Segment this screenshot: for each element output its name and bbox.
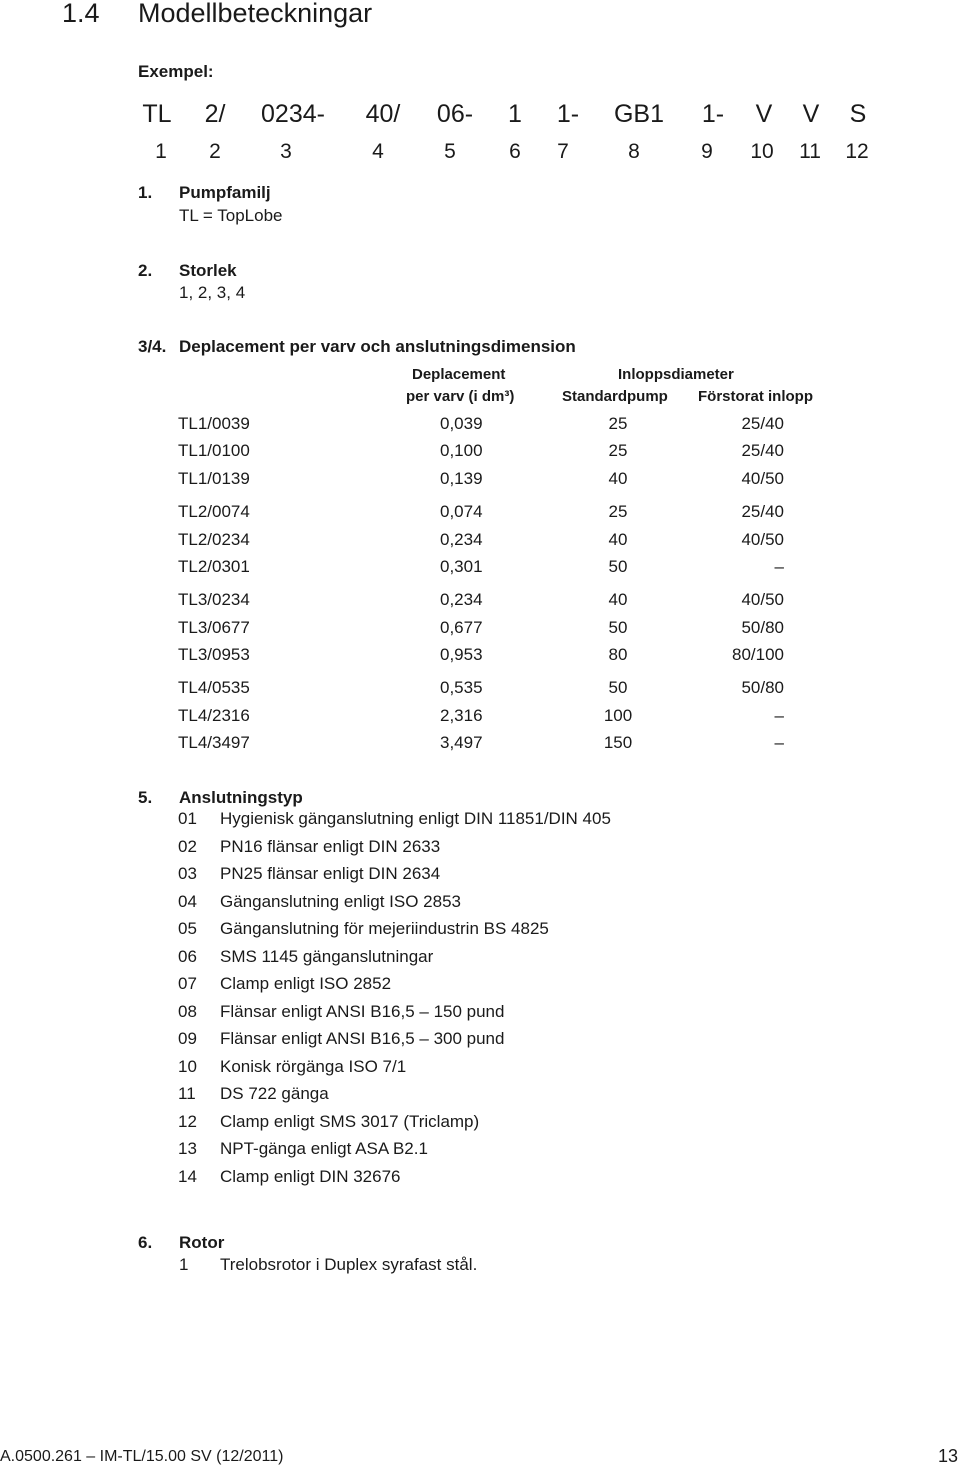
item-label-rotor: Rotor	[179, 1233, 225, 1252]
item-label-size: Storlek	[179, 261, 237, 280]
model-code-part: V	[755, 100, 773, 128]
connection-description: Clamp enligt ISO 2852	[220, 974, 392, 993]
list-item	[0, 1057, 960, 1079]
connection-code: 13	[178, 1139, 197, 1158]
cell-displacement: 0,677	[440, 618, 483, 637]
list-item	[0, 1167, 960, 1189]
item-number: 2.	[138, 261, 153, 280]
position-number: 4	[372, 140, 384, 163]
connection-code: 05	[178, 919, 197, 938]
cell-enlarged: –	[774, 733, 784, 752]
cell-model: TL2/0234	[178, 530, 250, 549]
cell-enlarged: 25/40	[741, 441, 784, 460]
list-item	[0, 864, 960, 886]
cell-standard: 50	[608, 678, 628, 697]
cell-displacement: 0,953	[440, 645, 483, 664]
table-header-standard: Standardpump	[562, 388, 668, 405]
cell-model: TL2/0301	[178, 557, 250, 576]
list-item	[0, 1139, 960, 1161]
cell-displacement: 3,497	[440, 733, 483, 752]
connection-code: 09	[178, 1029, 197, 1048]
cell-enlarged: 25/40	[741, 502, 784, 521]
cell-enlarged: 50/80	[741, 678, 784, 697]
table-row	[0, 530, 960, 552]
document-reference: A.0500.261 – IM-TL/15.00 SV (12/2011)	[0, 1448, 284, 1465]
connection-description: Clamp enligt DIN 32676	[220, 1167, 401, 1186]
model-code-part: S	[849, 100, 867, 128]
cell-displacement: 0,100	[440, 441, 483, 460]
list-item	[0, 919, 960, 941]
cell-standard: 50	[608, 618, 628, 637]
cell-enlarged: 80/100	[732, 645, 784, 664]
table-row	[0, 618, 960, 640]
connection-description: Konisk rörgänga ISO 7/1	[220, 1057, 407, 1076]
cell-standard: 80	[608, 645, 628, 664]
cell-standard: 40	[608, 469, 628, 488]
cell-model: TL1/0039	[178, 414, 250, 433]
connection-description: NPT-gänga enligt ASA B2.1	[220, 1139, 428, 1158]
position-number: 7	[557, 140, 569, 163]
item-label-displacement: Deplacement per varv och anslutningsdimension	[179, 337, 576, 356]
table-row	[0, 441, 960, 463]
item-number: 1.	[138, 183, 153, 202]
list-item	[0, 1112, 960, 1134]
example-label: Exempel:	[138, 62, 214, 81]
connection-description: Hygienisk gänganslutning enligt DIN 11851/DIN 405	[220, 809, 611, 828]
item-label-pump-family: Pumpfamilj	[179, 183, 271, 202]
cell-displacement: 0,139	[440, 469, 483, 488]
cell-model: TL3/0234	[178, 590, 250, 609]
position-number: 1	[155, 140, 167, 163]
list-item	[0, 1029, 960, 1051]
model-code-part: 06-	[436, 100, 474, 128]
cell-model: TL3/0953	[178, 645, 250, 664]
list-item	[0, 947, 960, 969]
cell-standard: 100	[603, 706, 633, 725]
connection-description: Flänsar enligt ANSI B16,5 – 150 pund	[220, 1002, 505, 1021]
connection-code: 02	[178, 837, 197, 856]
table-row	[0, 414, 960, 436]
cell-displacement: 2,316	[440, 706, 483, 725]
item-number: 6.	[138, 1233, 153, 1252]
connection-code: 01	[178, 809, 197, 828]
cell-enlarged: –	[774, 557, 784, 576]
cell-standard: 25	[608, 414, 628, 433]
position-number: 8	[628, 140, 640, 163]
connection-description: Gänganslutning för mejeriindustrin BS 4825	[220, 919, 549, 938]
position-number: 9	[701, 140, 713, 163]
rotor-code: 1	[179, 1255, 189, 1274]
cell-standard: 40	[608, 590, 628, 609]
position-number: 12	[845, 140, 869, 163]
list-item	[0, 892, 960, 914]
cell-displacement: 0,301	[440, 557, 483, 576]
cell-model: TL1/0139	[178, 469, 250, 488]
connection-code: 03	[178, 864, 197, 883]
position-number: 5	[444, 140, 456, 163]
item-number: 5.	[138, 788, 153, 807]
connection-description: PN25 flänsar enligt DIN 2634	[220, 864, 441, 883]
item-value-pump-family: TL = TopLobe	[179, 206, 283, 225]
connection-code: 04	[178, 892, 197, 911]
section-number: 1.4	[62, 0, 100, 28]
model-code-part: V	[802, 100, 820, 128]
cell-displacement: 0,535	[440, 678, 483, 697]
cell-model: TL1/0100	[178, 441, 250, 460]
connection-code: 10	[178, 1057, 197, 1076]
model-code-part: 2/	[204, 100, 226, 128]
connection-description: Gänganslutning enligt ISO 2853	[220, 892, 462, 911]
table-row	[0, 706, 960, 728]
table-row	[0, 645, 960, 667]
list-item	[0, 1002, 960, 1024]
cell-model: TL4/3497	[178, 733, 250, 752]
table-header-enlarged-inlet: Förstorat inlopp	[698, 388, 813, 405]
position-number: 6	[509, 140, 521, 163]
rotor-description: Trelobsrotor i Duplex syrafast stål.	[220, 1255, 478, 1274]
item-number: 3/4.	[138, 337, 167, 356]
model-code-part: 1-	[701, 100, 725, 128]
connection-description: Clamp enligt SMS 3017 (Triclamp)	[220, 1112, 480, 1131]
model-code-part: TL	[142, 100, 172, 128]
cell-standard: 25	[608, 502, 628, 521]
cell-displacement: 0,234	[440, 590, 483, 609]
cell-displacement: 0,074	[440, 502, 483, 521]
connection-description: DS 722 gänga	[220, 1084, 329, 1103]
connection-code: 07	[178, 974, 197, 993]
connection-description: Flänsar enligt ANSI B16,5 – 300 pund	[220, 1029, 505, 1048]
connection-code: 14	[178, 1167, 197, 1186]
model-code-part: 40/	[365, 100, 401, 128]
section-title: Modellbeteckningar	[138, 0, 373, 28]
list-item	[0, 837, 960, 859]
cell-enlarged: 40/50	[741, 469, 784, 488]
cell-enlarged: 25/40	[741, 414, 784, 433]
cell-model: TL4/2316	[178, 706, 250, 725]
list-item	[0, 1084, 960, 1106]
table-header-displacement-unit: per varv (i dm³)	[406, 388, 515, 405]
cell-standard: 40	[608, 530, 628, 549]
cell-standard: 150	[603, 733, 633, 752]
table-header-displacement: Deplacement	[412, 366, 506, 383]
model-code-part: 1	[508, 100, 522, 128]
cell-model: TL3/0677	[178, 618, 250, 637]
list-item	[0, 809, 960, 831]
cell-displacement: 0,234	[440, 530, 483, 549]
table-row	[0, 678, 960, 700]
connection-description: PN16 flänsar enligt DIN 2633	[220, 837, 441, 856]
cell-standard: 50	[608, 557, 628, 576]
model-code-part: 0234-	[261, 100, 325, 128]
position-number: 11	[799, 140, 821, 163]
list-item	[0, 974, 960, 996]
cell-model: TL2/0074	[178, 502, 250, 521]
table-row	[0, 502, 960, 524]
connection-code: 08	[178, 1002, 197, 1021]
cell-standard: 25	[608, 441, 628, 460]
cell-enlarged: –	[774, 706, 784, 725]
connection-code: 06	[178, 947, 197, 966]
table-row	[0, 557, 960, 579]
table-row	[0, 733, 960, 755]
cell-enlarged: 50/80	[741, 618, 784, 637]
position-number: 3	[280, 140, 292, 163]
connection-code: 11	[178, 1084, 196, 1103]
item-label-connection-type: Anslutningstyp	[179, 788, 303, 807]
item-value-size: 1, 2, 3, 4	[179, 283, 246, 302]
page-number: 13	[937, 1446, 958, 1466]
cell-enlarged: 40/50	[741, 530, 784, 549]
position-number: 2	[209, 140, 221, 163]
connection-code: 12	[178, 1112, 197, 1131]
position-number: 10	[750, 140, 774, 163]
table-header-inlet-diameter: Inloppsdiameter	[618, 366, 734, 383]
cell-displacement: 0,039	[440, 414, 483, 433]
model-code-part: 1-	[556, 100, 580, 128]
cell-enlarged: 40/50	[741, 590, 784, 609]
connection-description: SMS 1145 gänganslutningar	[220, 947, 434, 966]
model-code-part: GB1	[613, 100, 665, 128]
table-row	[0, 469, 960, 491]
table-row	[0, 590, 960, 612]
cell-model: TL4/0535	[178, 678, 250, 697]
